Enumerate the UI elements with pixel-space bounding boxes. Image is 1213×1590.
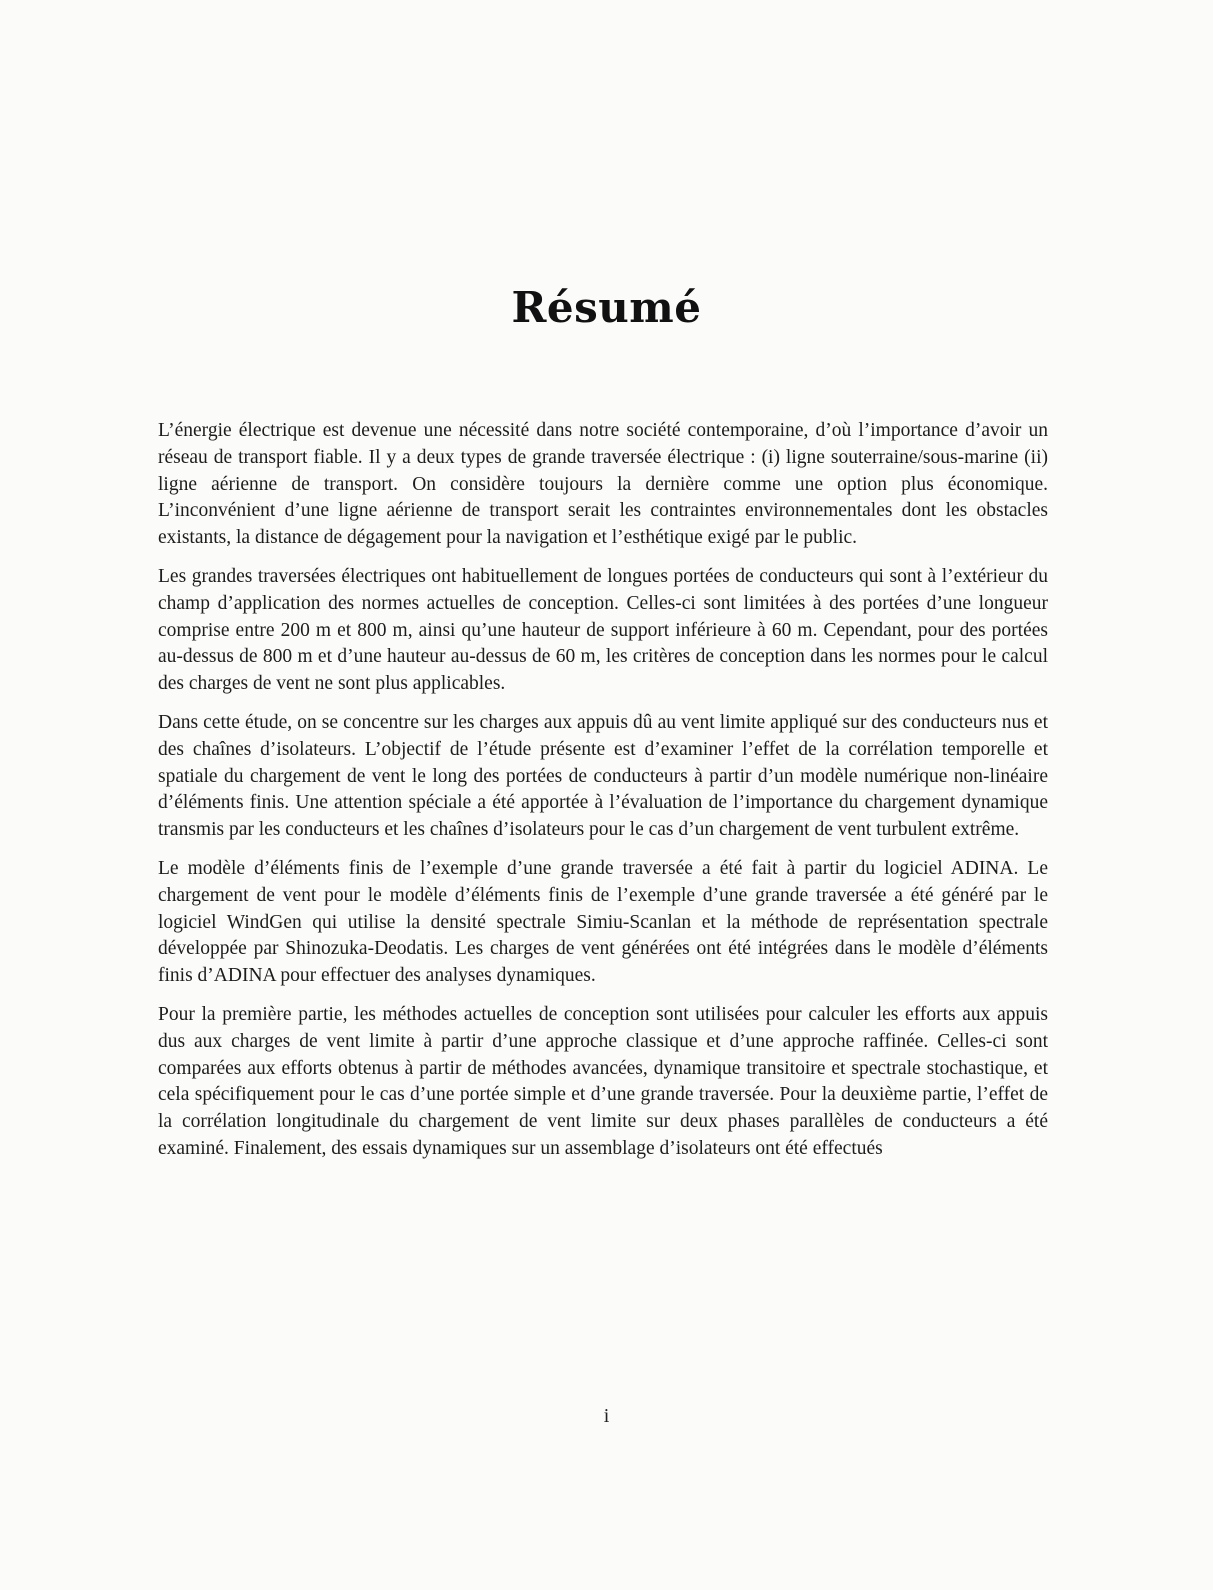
paragraph-4: Le modèle d’éléments finis de l’exemple d’une grande traversée a été fait à partir du logiciel ADINA. Le chargement de vent pour le modèle d’éléments finis de l’exemple d’une grande traversée a été généré par le logiciel WindGen qui utilise la densité spectrale Simiu-Scanlan et la méthode de représentation spectrale développée par Shinozuka-Deodatis. Les charges de vent générées ont été intégrées dans le modèle d’éléments finis d’ADINA pour effectuer des analyses dynamiques. (158, 857, 1048, 987)
paragraph-2: Les grandes traversées électriques ont habituellement de longues portées de conducteurs qui sont à l’extérieur du champ d’application des normes actuelles de conception. Celles-ci sont limitées à des portées d’une longueur comprise entre 200 m et 800 m, ainsi qu’une hauteur de support inférieure à 60 m. Cependant, pour des portées au-dessus de 800 m et d’une hauteur au-dessus de 60 m, les critères de conception dans les normes pour le calcul des charges de vent ne sont plus applicables. (158, 565, 1048, 695)
page-title: Résumé (511, 283, 702, 332)
abstract-body (158, 418, 1048, 1175)
paragraph-5: Pour la première partie, les méthodes actuelles de conception sont utilisées pour calculer les efforts aux appuis dus aux charges de vent limite à partir d’une approche classique et d’une approche raffinée. Celles-ci sont comparées aux efforts obtenus à partir de méthodes avancées, dynamique transitoire et spectrale stochastique, et cela spécifiquement pour le cas d’une portée simple et d’une grande traversée. Pour la deuxième partie, l’effet de la corrélation longitudinale du chargement de vent limite sur deux phases parallèles de conducteurs a été examiné. Finalement, des essais dynamiques sur un assemblage d’isolateurs ont été effectués (158, 1003, 1048, 1159)
page-number: i (603, 1405, 610, 1427)
paragraph-3: Dans cette étude, on se concentre sur les charges aux appuis dû au vent limite appliqué sur des conducteurs nus et des chaînes d’isolateurs. L’objectif de l’étude présente est d’examiner l’effet de la corrélation temporelle et spatiale du chargement de vent le long des portées de conducteurs à partir d’un modèle numérique non-linéaire d’éléments finis. Une attention spéciale a été apportée à l’évaluation de l’importance du chargement dynamique transmis par les conducteurs et les chaînes d’isolateurs pour le cas d’un chargement de vent turbulent extrême. (158, 711, 1048, 841)
paragraph-1: L’énergie électrique est devenue une nécessité dans notre société contemporaine, d’où l’importance d’avoir un réseau de transport fiable. Il y a deux types de grande traversée électrique : (i) ligne souterraine/sous-marine (ii) ligne aérienne de transport. On considère toujours la dernière comme une option plus économique. L’inconvénient d’une ligne aérienne de transport serait les contraintes environnementales dont les obstacles existants, la distance de dégagement pour la navigation et l’esthétique exigé par le public. (158, 420, 1048, 549)
